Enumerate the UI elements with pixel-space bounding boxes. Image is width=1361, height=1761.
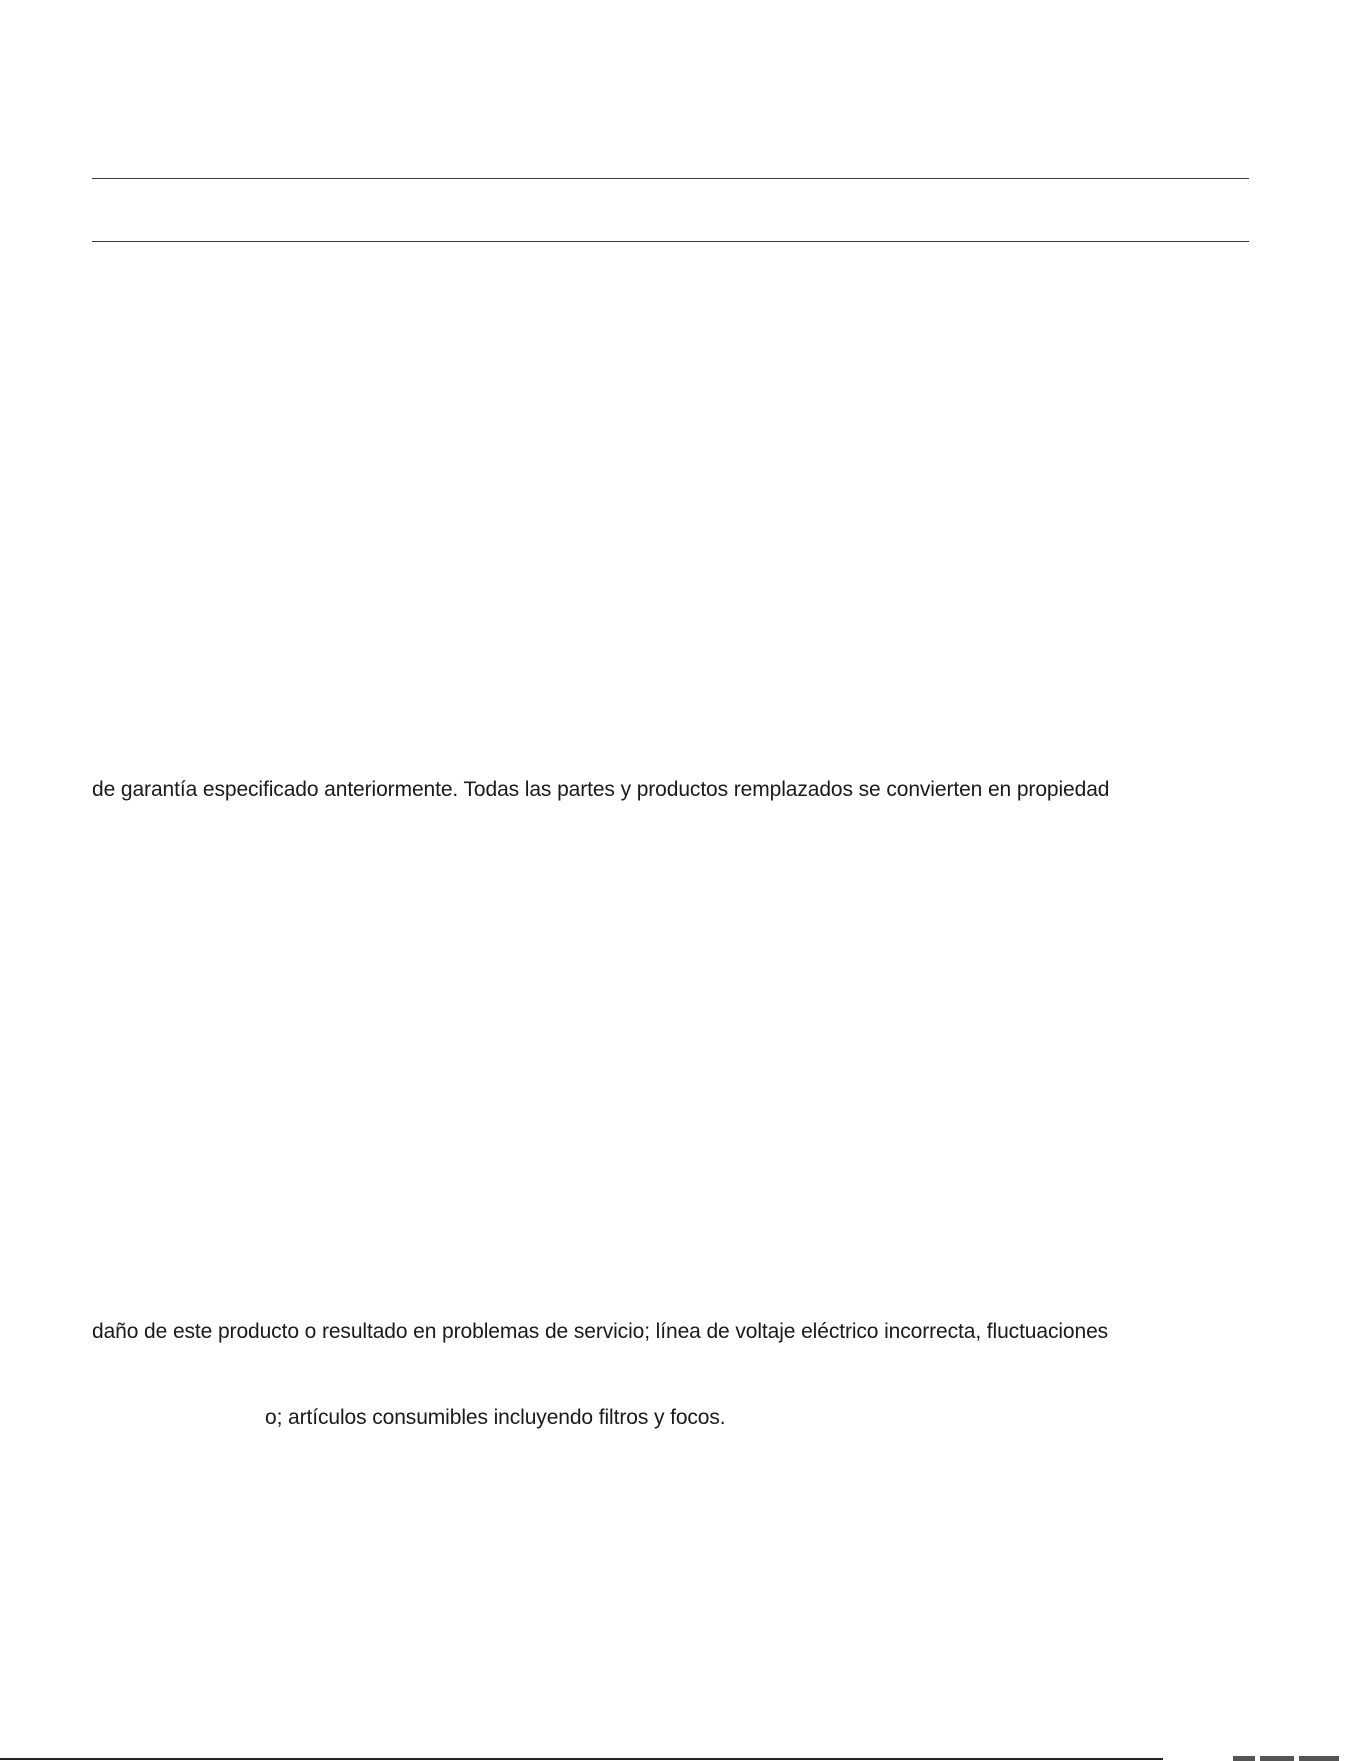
exclusions-text-line: daño de este producto o resultado en problemas de servicio; línea de voltaje eléctrico incorrecta, fluctuaciones xyxy=(92,1320,1109,1343)
footer-rule xyxy=(0,1758,1163,1760)
exclusions-text-line-end: o; artículos consumibles incluyendo filtros y focos. xyxy=(265,1406,726,1429)
header-rule-bottom xyxy=(92,241,1249,242)
header-rule-top xyxy=(92,178,1249,179)
footer-cropped-text xyxy=(1233,1754,1361,1761)
warranty-text-line: de garantía especificado anteriormente. Todas las partes y productos remplazados se convierten en propiedad xyxy=(92,778,1110,801)
